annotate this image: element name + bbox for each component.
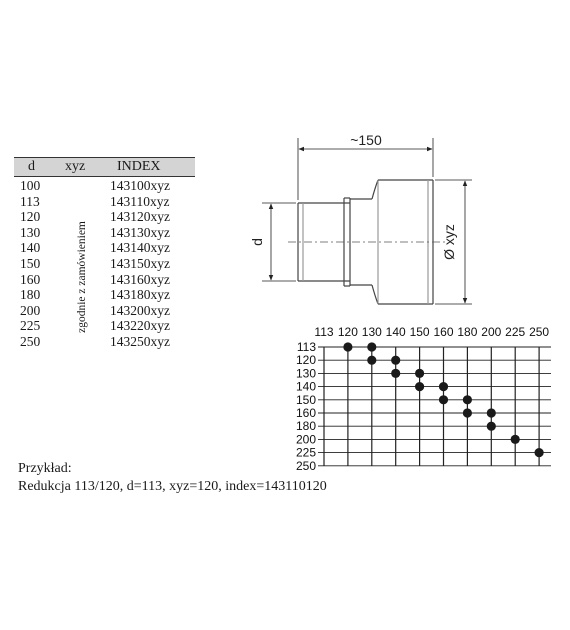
table-cell-d: 130	[20, 224, 41, 240]
matrix-row-label: 200	[295, 432, 316, 447]
header-xyz: xyz	[65, 159, 86, 174]
matrix-point	[439, 382, 448, 391]
matrix-row-label: 130	[295, 366, 316, 381]
table-cell-d: 200	[20, 302, 41, 318]
matrix-column-label: 225	[505, 325, 526, 339]
matrix-column-label: 250	[529, 325, 550, 339]
matrix-column-label: 113	[314, 325, 334, 339]
table-cell-index: 143110xyz	[110, 193, 170, 209]
table-cell-index: 143200xyz	[110, 302, 170, 318]
length-label: ~150	[350, 132, 382, 148]
table-cell-index: 143160xyz	[110, 271, 170, 287]
matrix-point	[415, 369, 424, 378]
matrix-row-label: 113	[296, 340, 316, 354]
table-cell-d: 150	[20, 255, 41, 271]
matrix-point	[535, 448, 544, 457]
matrix-point	[367, 356, 376, 365]
table-cell-d: 160	[20, 271, 41, 287]
table-cell-index: 143180xyz	[110, 287, 170, 303]
header-d: d	[28, 159, 35, 174]
matrix-point	[343, 342, 352, 351]
matrix-point	[511, 435, 520, 444]
matrix-point	[367, 342, 376, 351]
example-text: Redukcja 113/120, d=113, xyz=120, index=143110120	[18, 479, 327, 494]
matrix-point	[463, 408, 472, 417]
xyz-note: zgodnie z zamówieniem	[76, 221, 88, 333]
xyz-label: Ø xyz	[441, 224, 457, 260]
matrix-column-label: 160	[433, 325, 454, 339]
header-index: INDEX	[117, 159, 161, 174]
table-cell-index: 143130xyz	[110, 224, 170, 240]
d-label: d	[249, 238, 265, 246]
table-cell-d: 140	[20, 240, 41, 256]
matrix-point	[415, 382, 424, 391]
example-title: Przykład:	[18, 461, 72, 476]
table-cell-d: 250	[20, 333, 41, 349]
matrix-row-label: 180	[295, 419, 316, 434]
matrix-row-label: 225	[295, 445, 316, 460]
matrix-column-label: 130	[361, 325, 382, 339]
matrix-row-label: 160	[295, 406, 316, 420]
matrix-column-label: 150	[409, 325, 430, 339]
matrix-column-label: 180	[457, 325, 478, 339]
table-cell-index: 143150xyz	[110, 255, 170, 271]
table-cell-index: 143100xyz	[110, 178, 170, 193]
table-cell-d: 120	[20, 209, 41, 225]
matrix-point	[391, 369, 400, 378]
table-cell-index: 143250xyz	[110, 333, 170, 349]
matrix-column-label: 200	[481, 325, 502, 339]
example-block	[18, 460, 327, 496]
matrix-column-label: 140	[385, 325, 406, 339]
table-cell-d: 100	[20, 178, 41, 193]
matrix-row-label: 150	[295, 392, 316, 407]
matrix-point	[487, 422, 496, 431]
table-cell-index: 143140xyz	[110, 240, 170, 256]
table-cell-d: 113	[20, 193, 40, 209]
table-cell-d: 225	[20, 318, 41, 334]
matrix-column-label: 120	[337, 325, 358, 339]
matrix-row-label: 250	[295, 458, 316, 473]
matrix-row-label: 120	[295, 353, 316, 368]
table-cell-index: 143220xyz	[110, 318, 170, 334]
matrix-point	[487, 408, 496, 417]
table-cell-d: 180	[20, 287, 41, 303]
matrix-point	[463, 395, 472, 404]
matrix-point	[439, 395, 448, 404]
matrix-point	[391, 356, 400, 365]
compatibility-matrix	[296, 325, 551, 473]
matrix-row-label: 140	[295, 379, 316, 394]
table-cell-index: 143120xyz	[110, 209, 170, 225]
